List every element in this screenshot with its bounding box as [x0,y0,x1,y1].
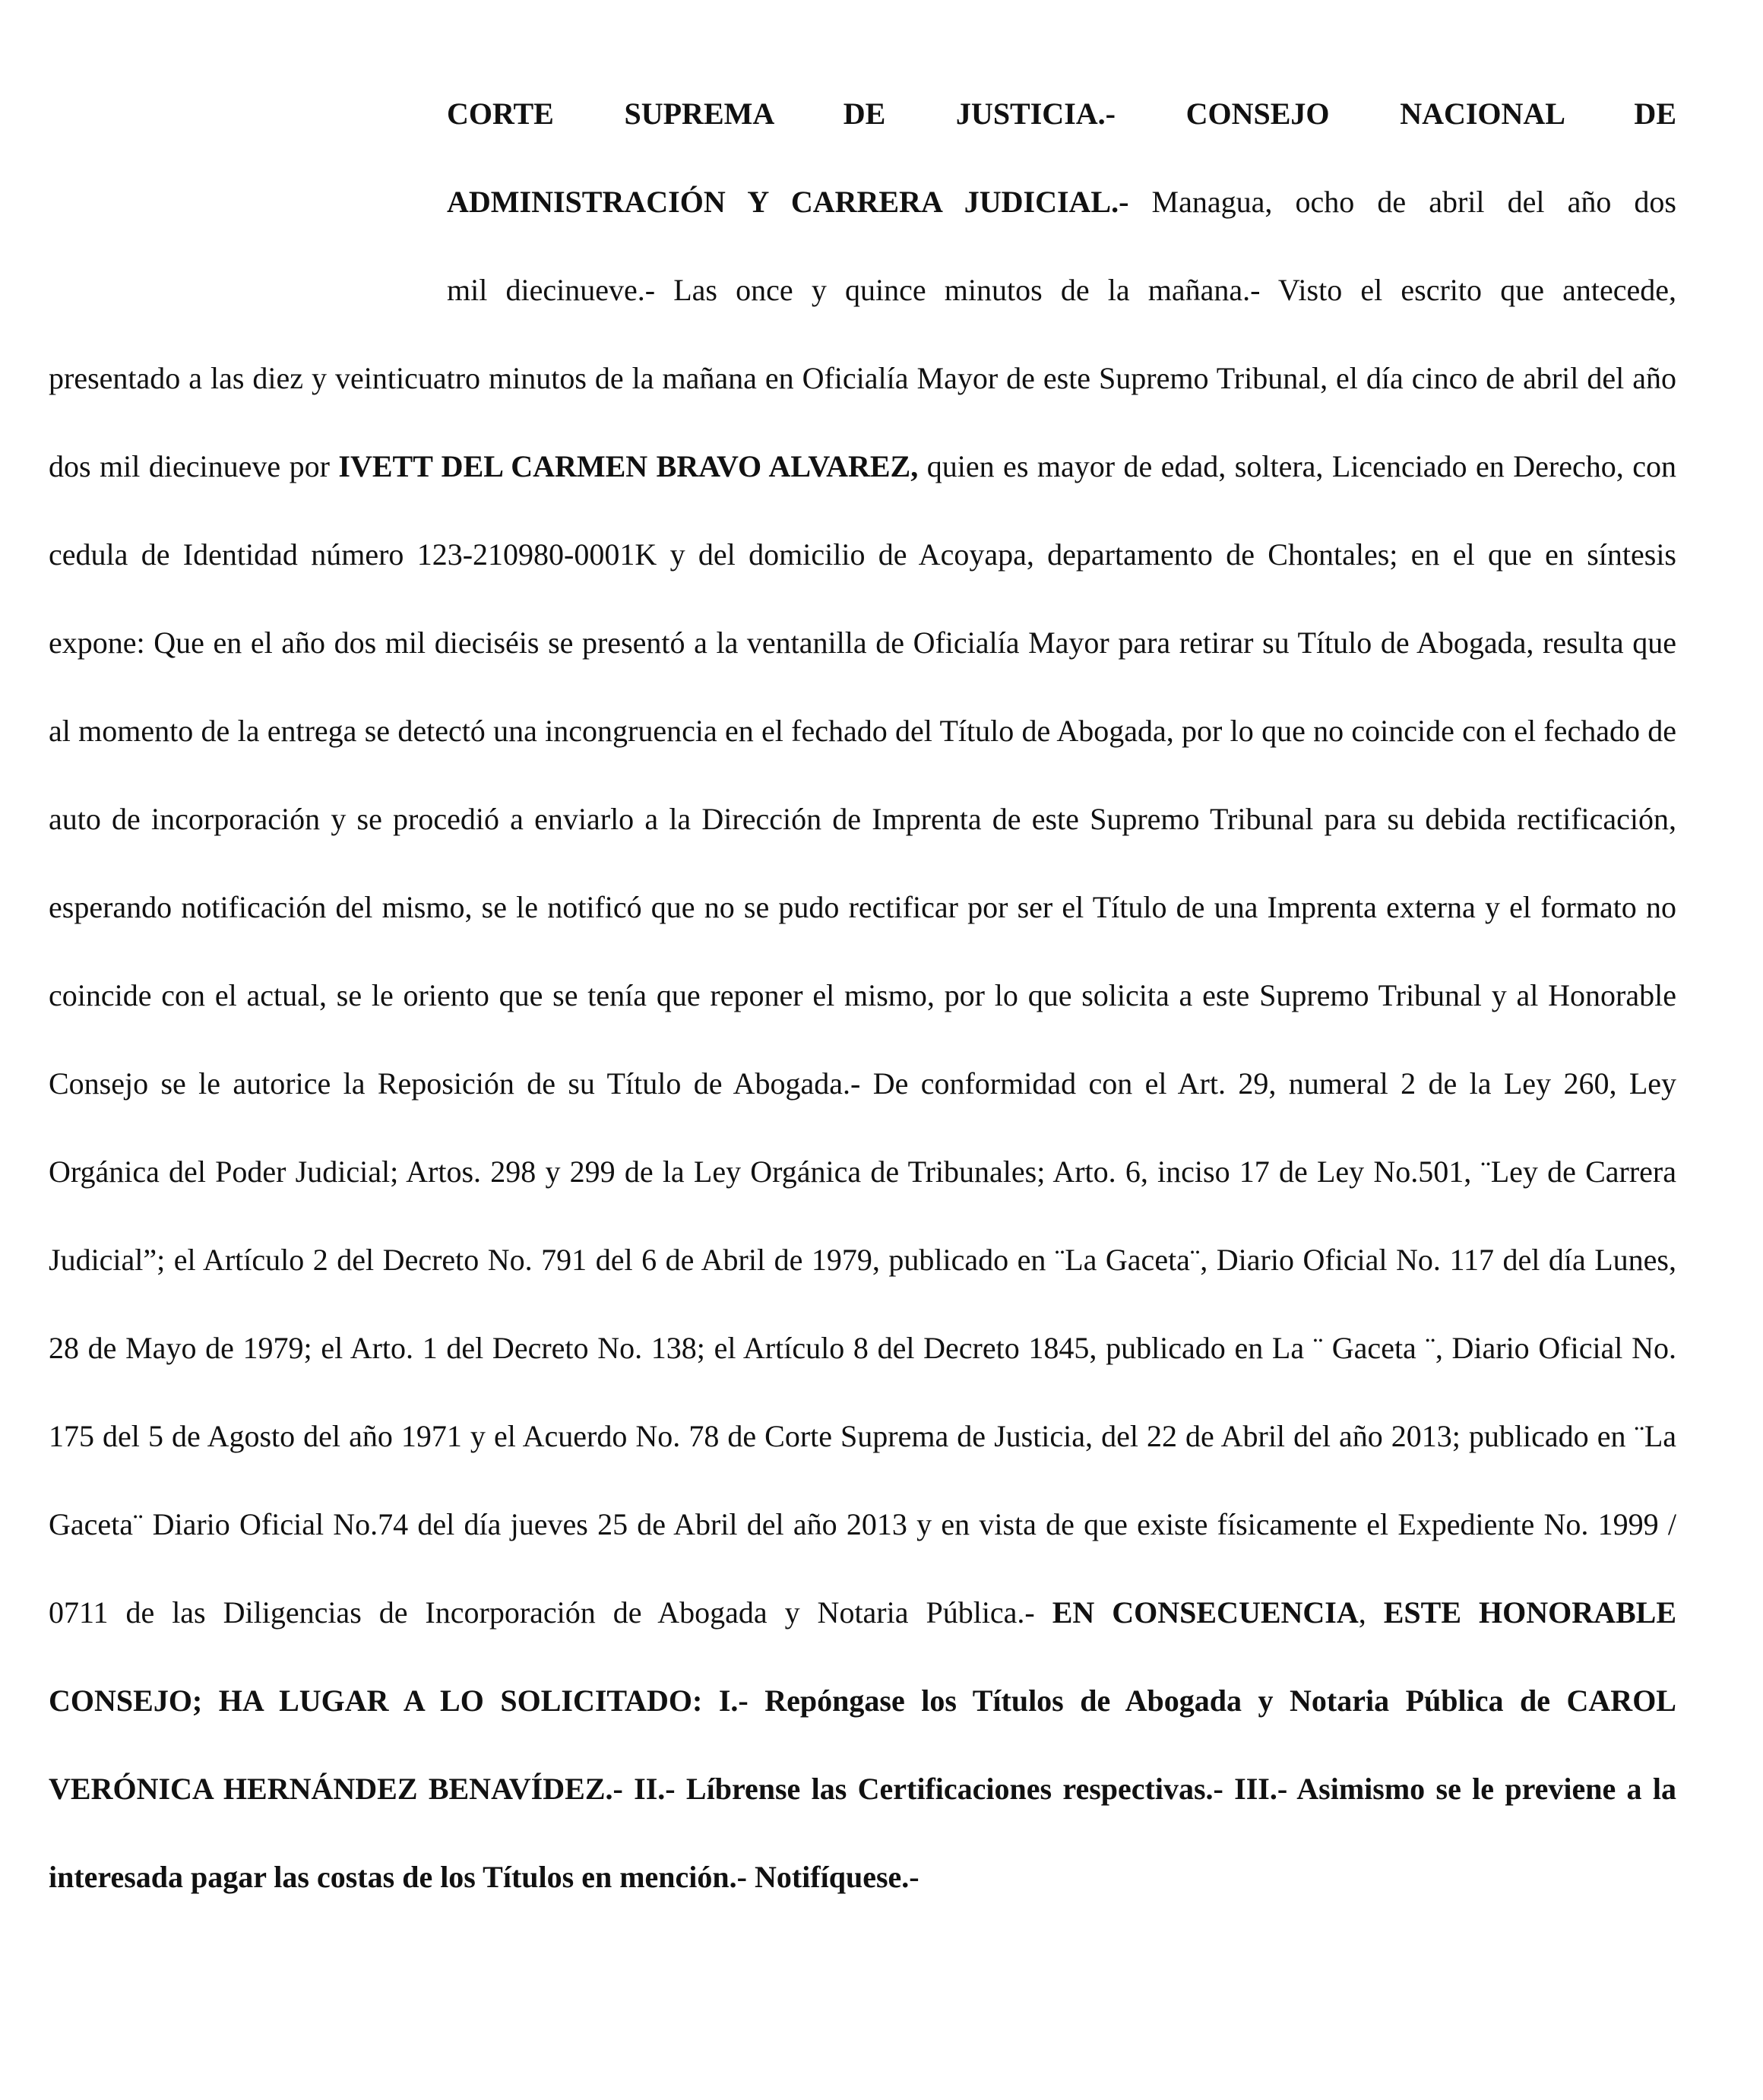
resolution-comma: , [1358,1595,1384,1630]
heading-line-2-bold: ADMINISTRACIÓN Y CARRERA JUDICIAL.- [447,185,1129,219]
applicant-name: IVETT DEL CARMEN BRAVO ALVAREZ, [338,449,919,483]
heading-line-2 [447,158,1676,246]
resolution-consequence: EN CONSECUENCIA [1052,1595,1359,1630]
heading-line-2-rest: Managua, ocho de abril del año dos [1128,185,1677,219]
resolution-paragraph [49,70,1676,1921]
body-text-part-2: quien es mayor de edad, soltera, Licenciado en Derecho, con cedula de Identidad número 123-210980-0001K y del domicilio de Acoyapa, departamento de Chontales; en el que en síntesis expone: Que en el año dos mil dieciséis se presentó a la ventanilla de Oficialía Mayor para retirar su Título de Abogada, resulta que al momento de la entrega se detectó una incongruencia en el fechado del Título de Abogada, por lo que no coincide con el fechado de auto de incorporación y se procedió a enviarlo a la Dirección de Imprenta de este Supremo Tribunal para su debida rectificación, esperando notificación del mismo, se le notificó que no se pudo rectificar por ser el Título de una Imprenta externa y el formato no coincide con el actual, se le oriento que se tenía que reponer el mismo, por lo que solicita a este Supremo Tribunal y al Honorable Consejo se le autorice la Reposición de su Título de Abogada.- De conformidad con el Art. 29, numeral 2 de la Ley 260, Ley Orgánica del Poder Judicial; Artos. 298 y 299 de la Ley Orgánica de Tribunales; Arto. 6, inciso 17 de Ley No.501, ¨Ley de Carrera Judicial”; el Artículo 2 del Decreto No. 791 del 6 de Abril de 1979, publicado en ¨La Gaceta¨, Diario Oficial No. 117 del día Lunes, 28 de Mayo de 1979; el Arto. 1 del Decreto No. 138; el Artículo 8 del Decreto 1845, publicado en La ¨ Gaceta ¨, Diario Oficial No. 175 del 5 de Agosto del año 1971 y el Acuerdo No. 78 de Corte Suprema de Justicia, del 22 de Abril del año 2013; publicado en ¨La Gaceta¨ Diario Oficial No.74 del día jueves 25 de Abril del año 2013 y en vista de que existe físicamente el Expediente No. 1999 / 0711 de las Diligencias de Incorporación de Abogada y Notaria Pública.- [49,449,1676,1630]
body-text-part-1: presentado a las diez y veinticuatro minutos de la mañana en Oficialía Mayor de este Supremo Tribunal, el día cinco de abril del año dos mil diecinueve por [49,361,1676,483]
heading-line-3: mil diecinueve.- Las once y quince minutos de la mañana.- Visto el escrito que antecede, [447,273,1676,307]
resolution-decision: ESTE HONORABLE CONSEJO; HA LUGAR A LO SOLICITADO: I.- Repóngase los Títulos de Abogada y Notaria Pública de CAROL VERÓNICA HERNÁNDEZ BENAVÍDEZ.- II.- Líbrense las Certificaciones respectivas.- III.- Asimismo se le previene a la interesada pagar las costas de los Títulos en mención.- Notifíquese.- [49,1595,1677,1894]
heading-line-1: CORTE SUPREMA DE JUSTICIA.- CONSEJO NACIONAL DE [447,97,1676,131]
